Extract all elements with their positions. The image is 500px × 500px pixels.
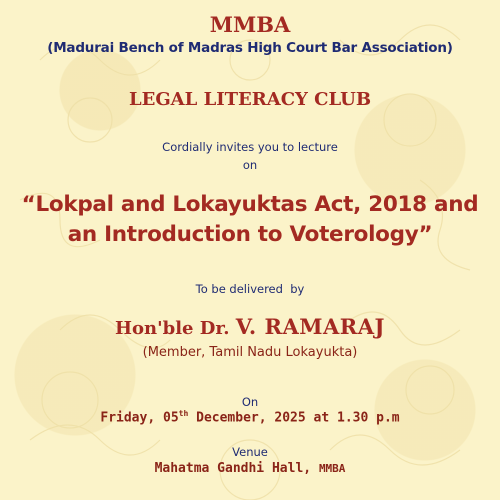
club-name: LEGAL LITERACY CLUB: [128, 89, 372, 110]
lecture-title-line-2: an Introduction to Voterology”: [67, 222, 433, 247]
org-full-name: (Madurai Bench of Madras High Court Bar Association): [47, 40, 453, 56]
venue-name: [0, 461, 500, 476]
lecture-title-line-1: “Lokpal and Lokayuktas Act, 2018 and: [21, 192, 479, 217]
speaker-honorific: Hon'ble Dr.: [115, 318, 230, 339]
speaker-role: (Member, Tamil Nadu Lokayukta): [142, 345, 358, 360]
delivered-by-label: To be delivered by: [195, 282, 305, 296]
invitation-on: on: [242, 158, 258, 172]
venue-org: MMBA: [318, 462, 346, 475]
venue-hall: Mahatma Gandhi Hall,: [154, 461, 319, 476]
org-name: MMBA: [209, 12, 291, 37]
venue-label: Venue: [232, 445, 268, 459]
event-date-prefix: Friday, 05: [100, 410, 179, 426]
event-date: [0, 409, 500, 425]
speaker-surname: V. RAMARAJ: [235, 314, 385, 339]
speaker-name: [0, 314, 500, 339]
event-date-suffix: th: [178, 409, 189, 418]
invitation-line: Cordially invites you to lecture: [162, 140, 338, 154]
event-date-rest: December, 2025 at 1.30 p.m: [188, 410, 400, 426]
on-label: On: [241, 395, 259, 409]
lecture-title: [0, 190, 500, 250]
